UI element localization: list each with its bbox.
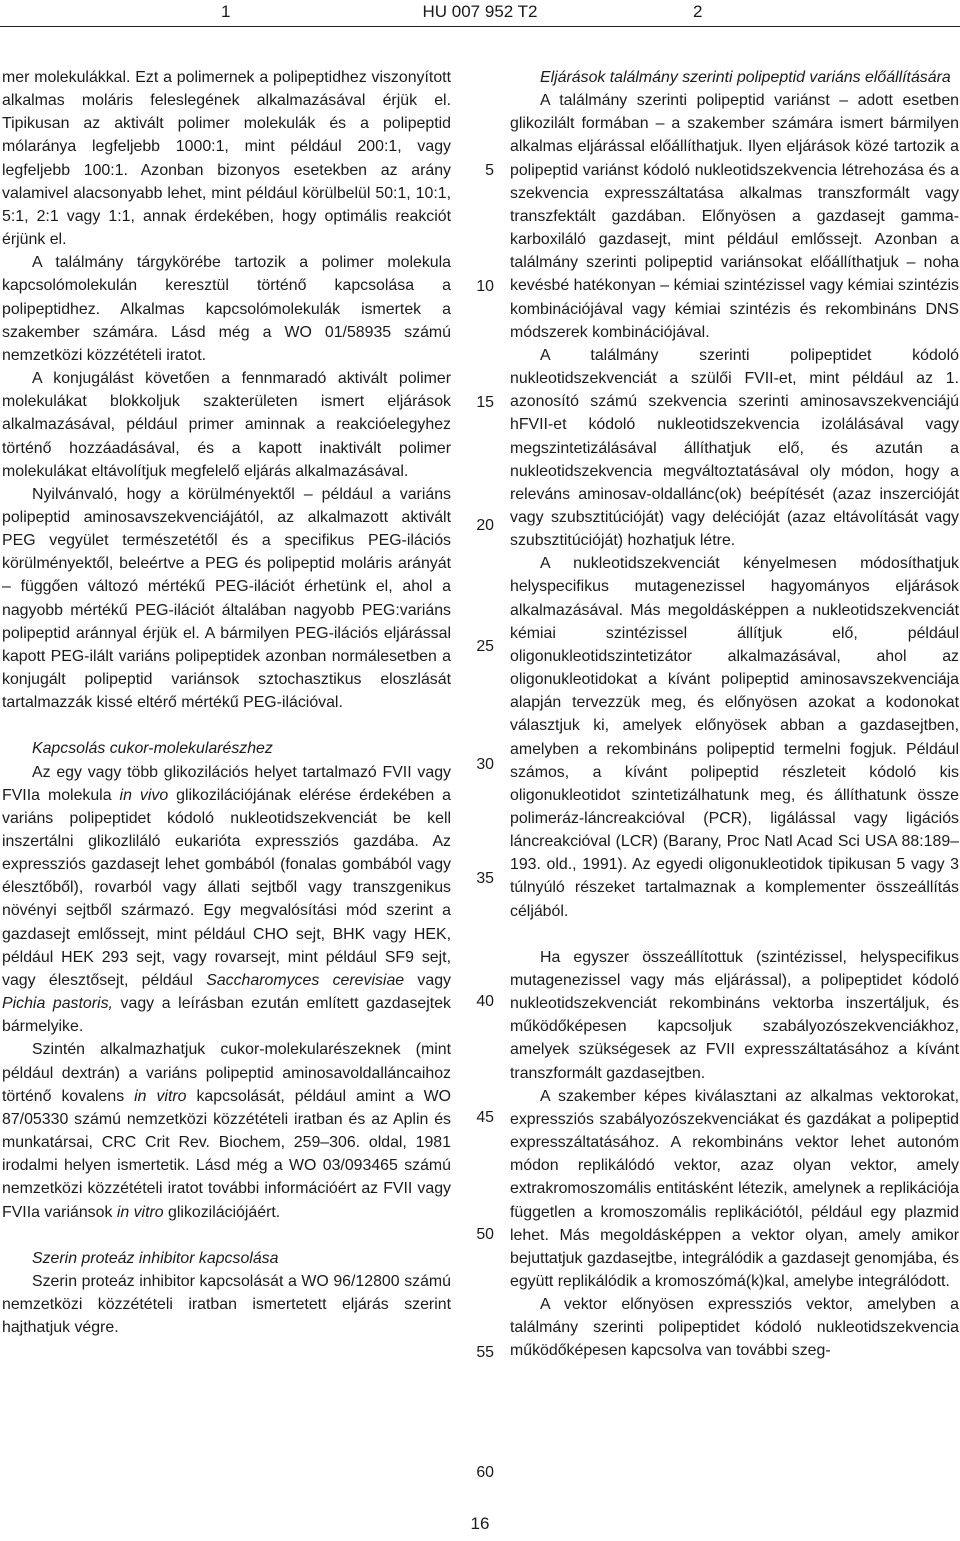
line-number: 10 bbox=[476, 278, 494, 295]
section-heading: Kapcsolás cukor-molekularészhez bbox=[32, 740, 273, 758]
spacer bbox=[2, 714, 451, 737]
paragraph: mer molekulákkal. Ezt a polimernek a polipeptidhez viszonyított alkalmas moláris feleslegének alkalmazásával érjük el. Tipikusan az aktivált polimer molekulák és a polipeptid mólaránya legfeljebb 1000:1, mint például 200:1, vagy legfeljebb 100:1. Azonban bizonyos esetekben az arány valamivel alacsonyabb lehet, mint például körülbelül 50:1, 10:1, 5:1, 2:1 vagy 1:1, annak érdekében, hogy optimális reakciót érjünk el. bbox=[2, 69, 451, 249]
patent-id: HU 007 952 T2 bbox=[422, 2, 538, 21]
line-number: 25 bbox=[476, 638, 494, 655]
line-number: 55 bbox=[476, 1344, 494, 1361]
section-heading: Eljárások találmány szerinti polipeptid variáns előállítására bbox=[540, 69, 951, 86]
line-number: 35 bbox=[476, 870, 494, 887]
spacer bbox=[510, 923, 959, 946]
paragraph: Ha egyszer összeállítottuk (szintézissel, helyspecifikus mutagenezissel vagy más eljárással), a polipeptidet kódoló nukleotidszekvenciát rekombináns vektorba inszertáljuk, és működőképesen kapcsoljuk szabályozószekvenciákhoz, amelyek szükségesek az FVII expresszáltatásához a kívánt transzformált gazdasejtben. bbox=[510, 948, 959, 1082]
paragraph: Nyilvánvaló, hogy a körülményektől – például a variáns polipeptid aminosavszekvenciájától, az alkalmazott aktivált PEG vegyület természetétől és a specifikus PEG-ilációs körülményektől, beleértve a PEG és polipeptid moláris arányát – függően változó mértékű PEG-ilációt érhetünk el, ahol a nagyobb mértékű PEG-ilációt általában nagyobb PEG:variáns polipeptid aránnyal érjük el. A bármilyen PEG-ilációs eljárással kapott PEG-ilált variáns polipeptidek azonban normálesetben a konjugált polipeptid variánsok sztochasztikus eloszlását tartalmazzák kissé eltérő mértékű PEG-ilációval. bbox=[2, 485, 451, 712]
line-number: 40 bbox=[476, 993, 494, 1010]
paragraph: Szintén alkalmazhatjuk cukor-molekularészeknek (mint például dextrán) a variáns polipeptid aminosavoldalláncaihoz történő kovalens in vitro kapcsolását, például amint a WO 87/05330 számú nemzetközi közzétételi iratban és az Aplin és munkatársai, CRC Crit Rev. Biochem, 259–306. oldal, 1981 irodalmi helyen ismertetik. Lásd még a WO 03/093465 számú nemzetközi közzétételi iratot további információért az FVII vagy FVIIa variánsok in vitro glikozilációjáért. bbox=[2, 1041, 451, 1221]
page-header bbox=[0, 0, 960, 36]
paragraph: A konjugálást követően a fennmaradó aktivált polimer molekulákat blokkoljuk szakterületen ismert eljárások alkalmazásával, például primer aminnak a reakcióelegyhez történő hozzáadásával, és a kapott inaktivált polimer molekulákat eltávolítjuk megfelelő eljárás alkalmazásával. bbox=[2, 370, 451, 480]
paragraph: A találmány tárgykörébe tartozik a polimer molekula kapcsolómolekulán keresztül történő kapcsolása a polipeptidhez. Alkalmas kapcsolómolekulák ismertek a szakember számára. Lásd még a WO 01/58935 számú nemzetközi közzétételi iratot. bbox=[2, 254, 451, 364]
paragraph: A szakember képes kiválasztani az alkalmas vektorokat, expressziós szabályozószekvenciákat és gazdákat a polipeptid expresszáltatásához. A rekombináns vektor lehet autonóm módon replikálódó vektor, azaz olyan vektor, amely extrakromoszomális entitásként létezik, amelynek a replikációja független a kromoszomális replikációtól, például egy plazmid lehet. Más megoldásképpen a vektor olyan, amely amikor bejuttatjuk gazdasejtbe, integrálódik a gazdasejt genomjába, és együtt replikálódik a kromoszómá(k)kal, amelybe integrálódott. bbox=[510, 1087, 959, 1290]
section-heading: Szerin proteáz inhibitor kapcsolása bbox=[32, 1249, 279, 1267]
line-number: 15 bbox=[476, 394, 494, 411]
left-page-number: 1 bbox=[221, 2, 231, 21]
line-number: 20 bbox=[476, 517, 494, 534]
paragraph: A találmány szerinti polipeptidet kódoló nukleotidszekvenciát a szülői FVII-et, mint például az 1. azonosító számú szekvencia szerinti aminosavszekvenciájú hFVII-et kódoló nukleotidszekvencia izolálásával vagy megszintetizálásával állíthatjuk elő, és azután a nukleotidszekvencia megváltoztatásával oly módon, hogy a releváns aminosav-oldallánc(ok) beépítését (azaz inszercióját vagy szubsztitúcióját) vagy delécióját (azaz eltávolítását vagy szubsztitúcióját) hozhatjuk létre. bbox=[510, 346, 959, 550]
header-rule bbox=[0, 26, 960, 27]
spacer bbox=[2, 1224, 451, 1247]
right-page-number: 2 bbox=[693, 2, 703, 21]
paragraph: A találmány szerinti polipeptid variánst – adott esetben glikozilált formában – a szakember számára ismert bármilyen alkalmas eljárással előállíthatjuk. Ilyen eljárások közé tartozik a polipeptid variánst kódoló nukleotidszekvencia létrehozása és a szekvencia expresszáltatása alkalmas transzformált vagy transzfektált gazdában. Előnyösen a gazdasejt gamma-karboxiláló gazdasejt, mint például emlőssejt. Azonban a találmány szerinti polipeptid variánsokat előállíthatjuk – noha kevésbé hatékonyan – kémiai szintézissel vagy kémiai szintézis kombinációjával vagy kémiai szintézis és rekombináns DNS módszerek kombinációjával. bbox=[510, 92, 959, 341]
paragraph: A nukleotidszekvenciát kényelmesen módosíthatjuk helyspecifikus mutagenezissel hagyományos eljárások alkalmazásával. Más megoldásképpen a nukleotidszekvenciát kémiai szintézissel állítjuk elő, például oligonukleotidszintetizátor alkalmazásával, ahol az oligonukleotidokat a kívánt polipeptid aminosavszekvenciája alapján tervezzük meg, és előnyösen azokat a kodonokat választjuk ki, amelyek előnyösek abban a gazdasejtben, amelyben a rekombináns polipeptid termelni fogjuk. Például számos, a kívánt polipeptid részleteit kódoló kis oligonukleotidot szintetizálhatunk meg, és állíthatunk össze polimeráz-láncreakcióval (PCR), ligálással vagy ligációs láncreakcióval (LCR) (Barany, Proc Natl Acad Sci USA 88:189–193. old., 1991). Az egyedi oligonukleotidok tipikusan 5 vagy 3 túlnyúló részeket tartalmaznak a komplementer összeállítás céljából. bbox=[510, 555, 959, 920]
left-column bbox=[2, 66, 451, 1339]
line-number: 45 bbox=[476, 1109, 494, 1126]
right-column bbox=[510, 66, 959, 1363]
paragraph: A vektor előnyösen expressziós vektor, amelyben a találmány szerinti polipeptidet kódoló nukleotidszekvencia működőképesen kapcsolva van további szeg- bbox=[510, 1296, 959, 1360]
line-number: 30 bbox=[476, 756, 494, 773]
paragraph: Szerin proteáz inhibitor kapcsolását a WO 96/12800 számú nemzetközi közzétételi iratban ismertetett eljárás szerint hajthatjuk végre. bbox=[2, 1272, 451, 1337]
paragraph: Az egy vagy több glikozilációs helyet tartalmazó FVII vagy FVIIa molekula in vivo glikozilációjának elérése érdekében a variáns polipeptidet kódoló nukleotidszekvenciát be kell inszertálni glikozliláló eukarióta expressziós gazdába. Az expressziós gazdasejt lehet gombából (fonalas gombából vagy élesztőből), rovarból vagy állati sejtből vagy transzgenikus növényi sejtből származó. Egy megvalósítási mód szerint a gazdasejt emlőssejt, mint például CHO sejt, BHK vagy HEK, például HEK 293 sejt, vagy rovarsejt, mint például SF9 sejt, vagy élesztősejt, például Saccharomyces cerevisiae vagy Pichia pastoris, vagy a leírásban ezután említett gazdasejtek bármelyike. bbox=[2, 763, 452, 1036]
page-number: 16 bbox=[470, 1514, 490, 1533]
line-number: 60 bbox=[476, 1464, 494, 1481]
line-number: 5 bbox=[485, 162, 494, 179]
line-number: 50 bbox=[476, 1226, 494, 1243]
